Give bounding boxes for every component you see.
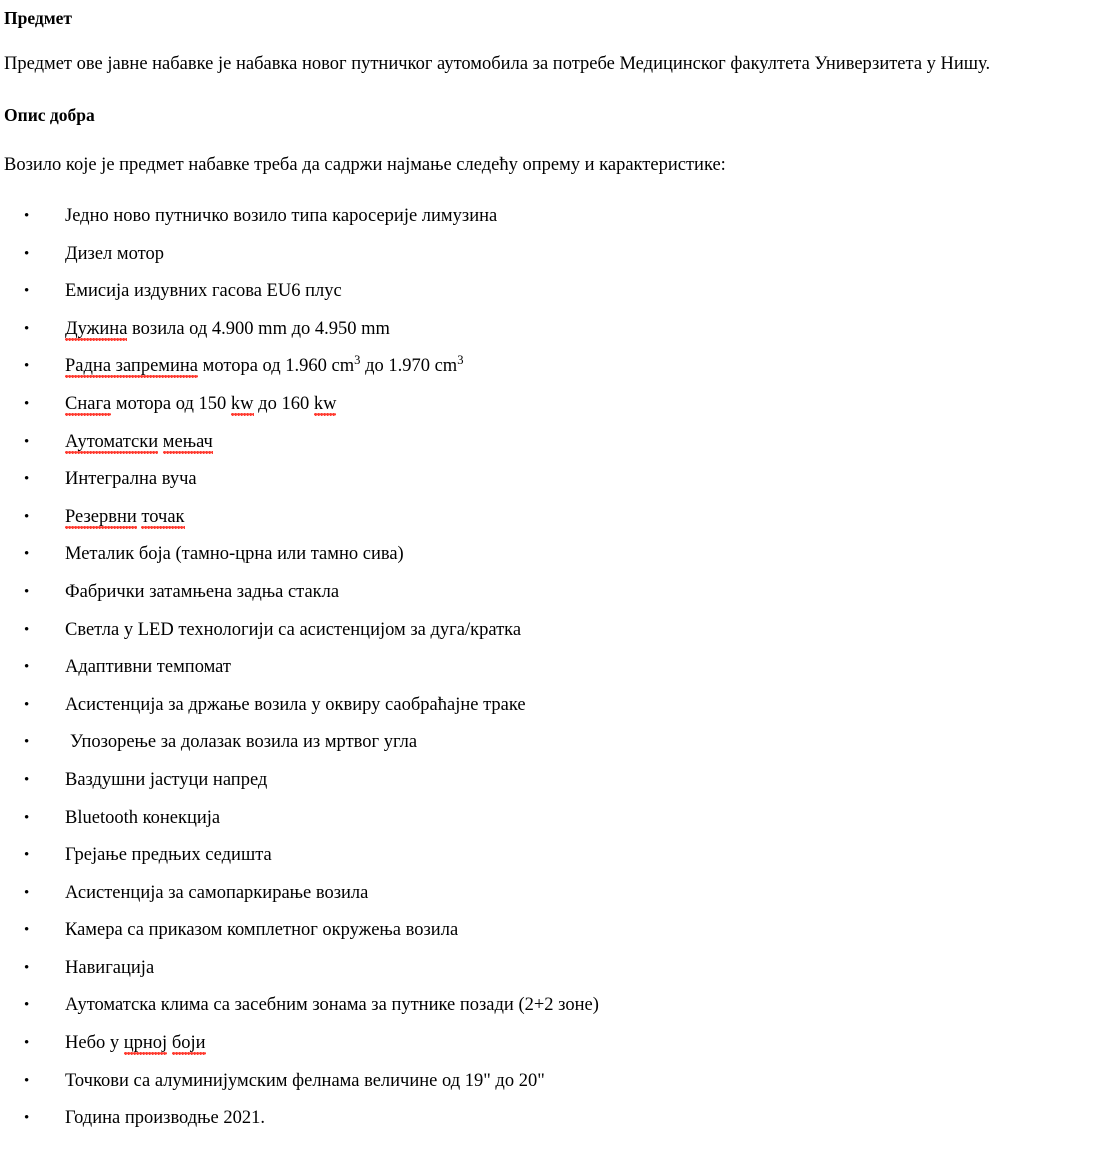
list-item [0,424,1092,462]
goods-description-heading-block [4,105,95,125]
spellcheck-underline: kw [231,394,254,418]
bullet-icon: • [24,1072,30,1089]
list-item [0,236,1092,274]
bullet-icon: • [24,546,30,563]
bullet-icon: • [24,621,30,638]
list-item-label: Ваздушни јастуци напред [65,769,268,790]
spellcheck-underline: Дужина [65,319,127,343]
list-item [0,837,1092,875]
bullet-icon: • [24,358,30,375]
list-item-label: Навигација [65,957,155,978]
list-item-label: Упозорење за долазак возила из мртвог угла [70,732,418,753]
subject-heading: Предмет [4,8,73,28]
bullet-icon: • [24,734,30,751]
list-item [0,311,1092,349]
list-item-label: Једно ново путничко возило типа каросерије лимузина [65,206,498,226]
list-item-label: Емисија издувних гасова EU6 плус [65,281,342,302]
list-item [0,348,1092,386]
list-item-label: Точкови са алуминијумским фелнама величине од 19" до 20" [65,1070,545,1091]
bullet-icon: • [24,471,30,488]
bullet-icon: • [24,922,30,939]
list-item [0,1025,1092,1063]
spellcheck-underline: Аутоматски [65,432,158,456]
spellcheck-underline: мењач [163,432,213,456]
goods-description-paragraph: Возило које је предмет набавке треба да садржи најмање следећу опрему и карактеристике: [4,155,726,175]
list-item [0,912,1092,950]
list-item-label: Небо у црној боји [65,1025,206,1063]
bullet-icon: • [24,320,30,337]
spellcheck-underline: точак [141,507,184,531]
spellcheck-underline: Резервни [65,507,137,531]
subject-heading-block [4,8,72,28]
list-item-label: Грејање предњих седишта [65,845,272,866]
list-item-label: Асистенција за самопаркирање возила [65,882,369,903]
bullet-icon: • [24,884,30,901]
spellcheck-underline: Радна запремина [65,356,198,380]
bullet-icon: • [24,847,30,864]
list-item-label: Дизел мотор [65,243,164,264]
bullet-icon: • [24,809,30,826]
list-item [0,198,1092,236]
list-item-label: Фабрички затамњена задња стакла [65,581,340,602]
list-item-label: Камера са приказом комплетног окружења возила [65,920,459,941]
list-item-label: Асистенција за држање возила у оквиру саобраћајне траке [65,694,526,715]
list-item [0,987,1092,1025]
list-item [0,386,1092,424]
list-item-label: Адаптивни темпомат [65,657,231,678]
list-item-label: Светла у LED технологији са асистенцијом за дуга/кратка [65,619,522,640]
list-item [0,800,1092,838]
bullet-icon: • [24,1110,30,1127]
list-item-label: Радна запремина мотора од 1.960 $cm^3$ до 1.970 $cm^3$ [65,348,464,386]
list-item-label [65,499,185,537]
list-item-label: Година производње 2021. [65,1108,266,1129]
list-item [0,950,1092,988]
bullet-icon: • [24,659,30,676]
subject-paragraph: Предмет ове јавне набавке је набавка новог путничког аутомобила за потребе Медицинског факултета Универзитета у Нишу. [4,54,991,74]
specification-list [0,198,1092,1138]
bullet-icon: • [24,1035,30,1052]
bullet-icon: • [24,508,30,525]
list-item-label [65,424,213,462]
list-item [0,574,1092,612]
bullet-icon: • [24,395,30,412]
list-item-label: Металик боја (тамно-црна или тамно сива) [65,544,404,565]
bullet-icon: • [24,283,30,300]
list-item [0,762,1092,800]
bullet-icon: • [24,583,30,600]
list-item [0,1100,1092,1138]
list-item [0,724,1092,762]
list-item [0,612,1092,650]
spellcheck-underline: црној [124,1033,167,1057]
goods-description-paragraph-block [4,155,726,176]
spellcheck-underline: kw [314,394,337,418]
list-item [0,649,1092,687]
list-item-label: Bluetooth конекција [65,807,221,828]
list-item [0,1063,1092,1101]
bullet-icon: • [24,433,30,450]
list-item-label: Дужина возила од 4.900 mm до 4.950 mm [65,311,390,349]
bullet-icon: • [24,997,30,1014]
list-item [0,499,1092,537]
spellcheck-underline: Снага [65,394,111,418]
bullet-icon: • [24,696,30,713]
list-item [0,875,1092,913]
list-item [0,273,1092,311]
list-item-label: Снага мотора од 150 kw до 160 kw [65,386,336,424]
bullet-icon: • [24,208,30,224]
bullet-icon: • [24,245,30,262]
list-item [0,536,1092,574]
goods-description-heading: Опис добра [4,105,95,125]
spellcheck-underline: боји [172,1033,206,1057]
list-item [0,461,1092,499]
bullet-icon: • [24,771,30,788]
list-item-label: Аутоматска клима са засебним зонама за путнике позади (2+2 зоне) [65,995,599,1016]
subject-paragraph-block [4,54,990,75]
bullet-icon: • [24,959,30,976]
list-item [0,687,1092,725]
list-item-label: Интегрална вуча [65,469,197,490]
